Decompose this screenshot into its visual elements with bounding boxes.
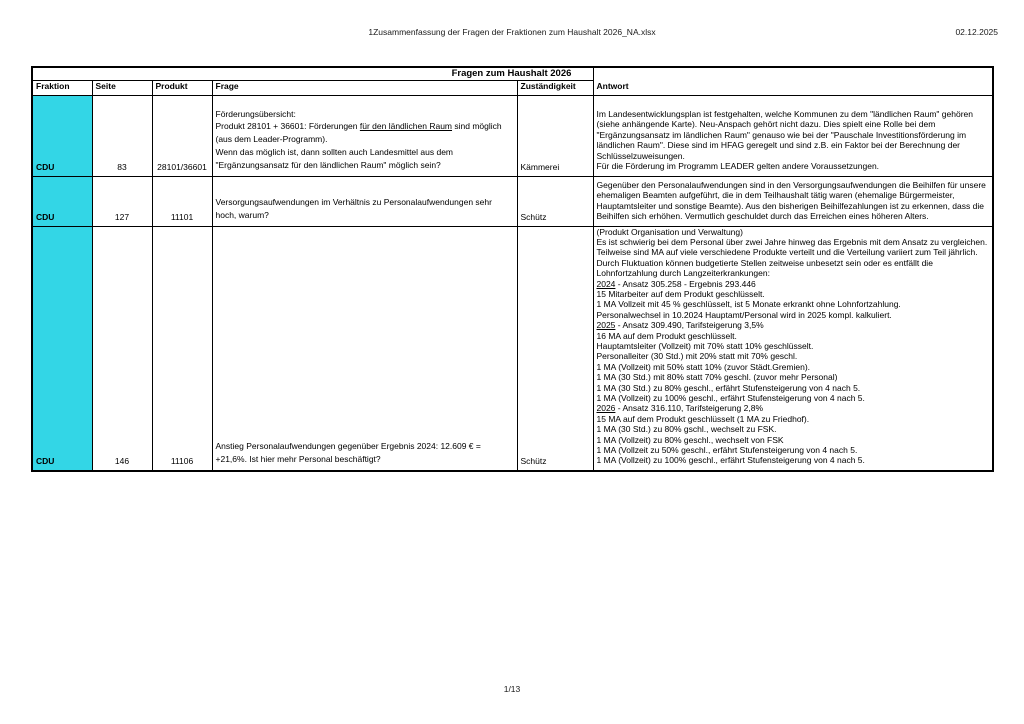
- frage-cell: [212, 176, 517, 226]
- text-line: Förderungsübersicht:: [215, 108, 296, 119]
- title-cell: [32, 67, 593, 80]
- text-line: Produkt 28101 + 36601: Förderungen für den ländlichen Raum sind möglich (aus dem Leader-Programm).: [215, 121, 502, 145]
- text-line: 1 MA (Vollzeit) mit 50% statt 10% (zuvor Städt.Gremien).: [596, 361, 811, 372]
- frage-cell: [212, 95, 517, 176]
- frage-cell: [212, 226, 517, 471]
- seite-cell: 146: [92, 226, 152, 471]
- text-line: 2026 - Ansatz 316.110, Tarifsteigerung 2,8%: [596, 403, 764, 414]
- text-line: Versorgungsaufwendungen im Verhältnis zu Personalaufwendungen sehr hoch, warum?: [215, 196, 492, 220]
- column-header-seite: Seite: [92, 80, 152, 95]
- antwort-cell: [593, 176, 993, 226]
- text-line: 16 MA auf dem Produkt geschlüsselt.: [596, 330, 737, 341]
- questions-table: [31, 66, 992, 472]
- document-date: 02.12.2025: [955, 27, 998, 37]
- produkt-cell: 28101/36601: [152, 95, 212, 176]
- produkt-cell: 11101: [152, 176, 212, 226]
- produkt-cell: 11106: [152, 226, 212, 471]
- zustaendigkeit-cell: Schütz: [517, 176, 593, 226]
- title-row: [32, 67, 993, 80]
- text-line: Wenn das möglich ist, dann sollten auch Landesmittel aus dem "Ergänzungsansatz für den ländlichen Raum" möglich sein?: [215, 146, 454, 170]
- text-line: 1 MA (Vollzeit) zu 100% geschl., erfährt Stufensteigerung von 4 nach 5.: [596, 455, 865, 466]
- column-header-frage: Frage: [212, 80, 517, 95]
- page-number: 1/13: [503, 684, 521, 694]
- text-line: Hauptamtsleiter (Vollzeit) mit 70% statt 10% geschlüsselt.: [596, 340, 814, 351]
- text-line: 1 MA (30 Std.) mit 80% statt 70% geschl. (zuvor mehr Personal): [596, 372, 838, 383]
- text-line: 1 MA (30 Std.) zu 80% gschl., wechselt zu FSK.: [596, 424, 777, 435]
- text-line: Anstieg Personalaufwendungen gegenüber Ergebnis 2024: 12.609 € = +21,6%. Ist hier mehr Personal beschäftigt?: [215, 441, 481, 465]
- column-header-fraktion: Fraktion: [32, 80, 92, 95]
- column-header-zustaendigkeit: Zuständigkeit: [517, 80, 593, 95]
- text-line: 1 MA (Vollzeit) zu 100% geschl., erfährt Stufensteigerung von 4 nach 5.: [596, 393, 865, 403]
- fraktion-cell: CDU: [32, 95, 92, 176]
- column-header-antwort: Antwort: [593, 67, 993, 95]
- text-line: Es ist schwierig bei dem Personal über zwei Jahre hinweg das Ergebnis mit dem Ansatz zu vergleichen. Teilweise sind MA auf viele verschiedene Produkte verteilt und die Verteilung variiert zum Teil jährlich. Durch Fluktuation können budgetierte Stellen zeitweise unbesetzt sein oder es entfällt die Lohnfortzahlung durch Langzeiterkrankungen:: [596, 236, 988, 279]
- document-header: [0, 27, 1024, 37]
- text-line: 2025 - Ansatz 309.490, Tarifsteigerung 3,5%: [596, 320, 764, 331]
- seite-cell: 83: [92, 95, 152, 176]
- table-body: [32, 67, 993, 471]
- zustaendigkeit-cell: Schütz: [517, 226, 593, 471]
- fraktion-cell: CDU: [32, 176, 92, 226]
- text-line: Gegenüber den Personalaufwendungen sind in den Versorgungsaufwendungen die Beihilfen für unsere ehemaligen Beamten aufgeführt, die in dem Teilhaushalt tätig waren (ehemalige Bürgermeister, Hauptamtsleiter und sonstige Beamte). Aus den bisherigen Beihilfezahlungen ist zu erkennen, dass die Beihilfen sich erhöhen. Vermutlich geschuldet durch das Erreichen eines höheren Alters.: [596, 179, 986, 222]
- text-line: 1 MA (Vollzeit zu 50% geschl., erfährt Stufensteigerung von 4 nach 5.: [596, 445, 858, 456]
- table-grid: [31, 66, 994, 472]
- document-filename: 1Zusammenfassung der Fragen der Fraktionen zum Haushalt 2026_NA.xlsx: [368, 27, 656, 37]
- text-line: 15 MA auf dem Produkt geschlüsselt (1 MA zu Friedhof).: [596, 413, 810, 424]
- text-line: 2024 - Ansatz 305.258 - Ergebnis 293.446: [596, 278, 756, 289]
- table-title: Fragen zum Haushalt 2026: [451, 68, 572, 79]
- seite-cell: 127: [92, 176, 152, 226]
- table-row: [32, 95, 993, 176]
- antwort-cell: [593, 226, 993, 471]
- text-line: Personalwechsel in 10.2024 Hauptamt/Personal wird in 2025 kompl. kalkuliert.: [596, 309, 892, 320]
- zustaendigkeit-cell: Kämmerei: [517, 95, 593, 176]
- antwort-cell: [593, 95, 993, 176]
- text-line: Personalleiter (30 Std.) mit 20% statt mit 70% geschl.: [596, 351, 798, 362]
- text-line: 15 Mitarbeiter auf dem Produkt geschlüsselt.: [596, 288, 765, 299]
- fraktion-cell: CDU: [32, 226, 92, 471]
- text-line: Im Landesentwicklungsplan ist festgehalten, welche Kommunen zu dem "ländlichen Raum" gehören (siehe anhängende Karte). Neu-Anspach gehört nicht dazu. Dies spielt eine Rolle bei dem "Ergänzungsansatz im ländlichen Raum" genauso wie bei der "Pauschale Investitionsförderung im ländlichen Raum". Diese sind im HFAG geregelt und sind z.B. ein Faktor bei der Berechnung der Schlüsselzuweisungen.: [596, 109, 973, 161]
- table-row: [32, 226, 993, 471]
- text-line: 1 MA Vollzeit mit 45 % geschlüsselt, ist 5 Monate erkrankt ohne Lohnfortzahlung.: [596, 299, 901, 310]
- text-line: Für die Förderung im Programm LEADER gelten andere Voraussetzungen.: [596, 161, 880, 172]
- column-header-produkt: Produkt: [152, 80, 212, 95]
- table-row: [32, 176, 993, 226]
- text-line: 1 MA (30 Std.) zu 80% geschl., erfährt Stufensteigerung von 4 nach 5.: [596, 382, 861, 393]
- text-line: (Produkt Organisation und Verwaltung): [596, 226, 743, 237]
- text-line: 1 MA (Vollzeit) zu 80% geschl., wechselt von FSK: [596, 434, 784, 445]
